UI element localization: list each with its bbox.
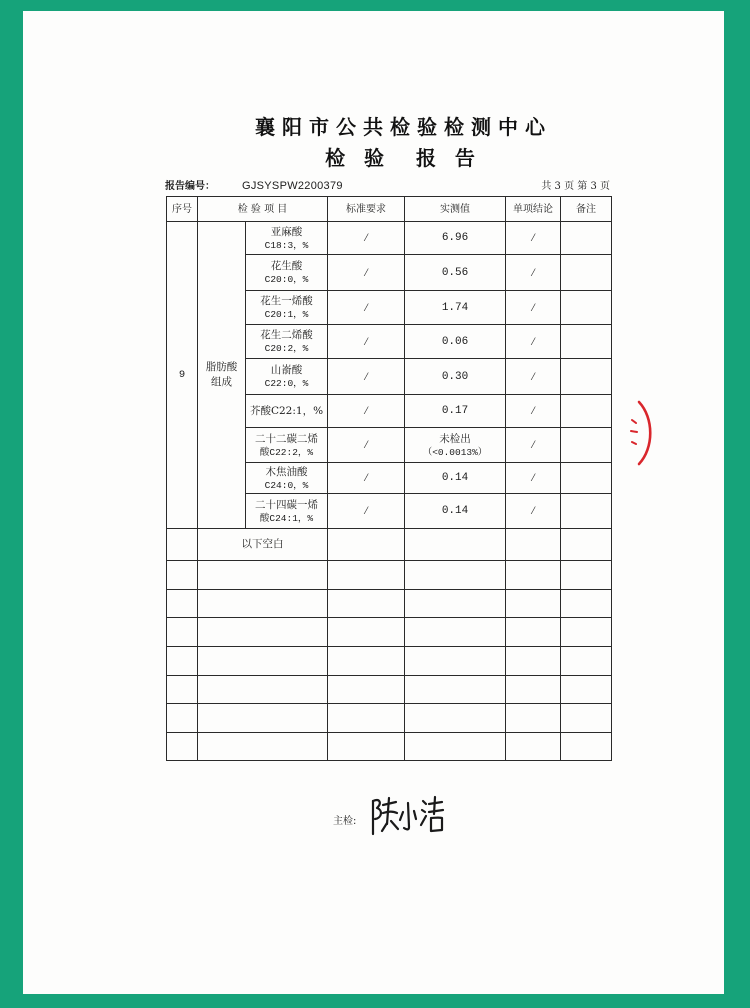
empty-row	[167, 676, 612, 704]
measured-cell	[405, 395, 506, 428]
empty-cell	[198, 733, 328, 761]
empty-cell	[198, 618, 328, 647]
measured-value: 0.06	[441, 335, 469, 348]
measured-value: 6.96	[441, 232, 469, 244]
empty-cell	[328, 618, 405, 647]
item-code: 酸C24:1，%	[259, 512, 314, 524]
remark-cell	[561, 359, 612, 395]
empty-cell	[198, 676, 328, 704]
empty-cell	[561, 733, 612, 761]
empty-cell	[405, 590, 506, 618]
measured-value: 0.56	[441, 266, 469, 279]
standard-cell	[328, 529, 405, 561]
report-number-label: 报告编号：	[165, 181, 215, 192]
measured-cell	[405, 529, 506, 561]
item-name: 花生酸	[270, 260, 303, 272]
item-cell	[246, 222, 328, 255]
empty-cell	[405, 676, 506, 704]
item-name: 山嵛酸	[270, 364, 303, 376]
remark-cell	[561, 395, 612, 428]
blank-note-cell	[198, 529, 328, 561]
empty-cell	[198, 561, 328, 590]
empty-cell	[328, 590, 405, 618]
empty-cell	[506, 561, 561, 590]
conclusion-value: /	[531, 299, 535, 314]
standard-cell	[328, 494, 405, 529]
inspector-label: 主检:	[333, 816, 357, 827]
item-cell	[246, 359, 328, 395]
remark-cell	[561, 325, 612, 359]
empty-cell	[167, 618, 198, 647]
empty-cell	[561, 561, 612, 590]
empty-cell	[167, 590, 198, 618]
standard-value: /	[364, 333, 368, 348]
seq-cell	[167, 529, 198, 561]
conclusion-value: /	[531, 333, 535, 348]
item-name: 亚麻酸	[270, 225, 303, 238]
empty-cell	[167, 733, 198, 761]
standard-value: /	[364, 299, 368, 314]
empty-row	[167, 733, 612, 761]
item-code: C18:3，%	[264, 239, 309, 251]
empty-cell	[506, 676, 561, 704]
item-cell	[246, 463, 328, 494]
seal-stamp	[628, 398, 656, 468]
conclusion-value: /	[531, 403, 535, 417]
item-cell	[246, 291, 328, 325]
standard-value: /	[364, 503, 368, 517]
empty-cell	[328, 704, 405, 733]
empty-cell	[506, 647, 561, 676]
standard-cell	[328, 291, 405, 325]
conclusion-value: /	[531, 230, 535, 244]
remark-cell	[561, 255, 612, 291]
conclusion-cell	[506, 222, 561, 255]
empty-cell	[328, 647, 405, 676]
header-remark: 备注	[561, 197, 612, 222]
table-header-row	[167, 197, 612, 222]
empty-cell	[328, 676, 405, 704]
empty-cell	[167, 704, 198, 733]
empty-row	[167, 618, 612, 647]
conclusion-value: /	[531, 503, 535, 517]
measured-cell	[405, 255, 506, 291]
empty-row	[167, 647, 612, 676]
measured-cell	[405, 494, 506, 529]
item-code: C20:2，%	[264, 343, 309, 354]
item-code: C20:0，%	[264, 274, 309, 285]
item-code: C24:0，%	[264, 479, 309, 491]
empty-cell	[198, 590, 328, 618]
item-name: 二十二碳二烯	[255, 432, 318, 445]
empty-cell	[198, 647, 328, 676]
conclusion-cell	[506, 359, 561, 395]
empty-cell	[561, 647, 612, 676]
empty-cell	[405, 704, 506, 733]
seq-cell	[167, 222, 198, 529]
standard-cell	[328, 428, 405, 463]
item-code: C20:1，%	[264, 309, 309, 320]
report-title: 检 验 报 告	[325, 146, 481, 170]
measured-value: 未检出	[439, 432, 471, 445]
header-conclusion: 单项结论	[506, 197, 561, 222]
conclusion-cell	[506, 325, 561, 359]
empty-cell	[405, 618, 506, 647]
item-name: 花生一烯酸	[260, 295, 313, 307]
item-code: C22:0，%	[264, 378, 309, 389]
page-info: 共 3 页 第 3 页	[541, 181, 610, 192]
remark-cell	[561, 428, 612, 463]
measured-value: 0.14	[441, 472, 469, 484]
conclusion-value: /	[531, 264, 535, 279]
standard-cell	[328, 463, 405, 494]
item-name: 二十四碳一烯	[255, 498, 318, 511]
item-cell	[246, 325, 328, 359]
standard-value: /	[364, 403, 368, 417]
header-standard: 标准要求	[328, 197, 405, 222]
table-row	[167, 222, 612, 255]
standard-value: /	[364, 230, 368, 244]
empty-cell	[506, 733, 561, 761]
empty-cell	[328, 733, 405, 761]
standard-cell	[328, 255, 405, 291]
empty-cell	[198, 704, 328, 733]
standard-cell	[328, 222, 405, 255]
standard-value: /	[364, 470, 368, 484]
empty-cell	[561, 704, 612, 733]
empty-cell	[167, 676, 198, 704]
conclusion-cell	[506, 494, 561, 529]
standard-value: /	[364, 368, 368, 383]
empty-row	[167, 590, 612, 618]
item-name: 花生二烯酸	[260, 329, 313, 341]
item-cell	[246, 494, 328, 529]
group-name-cell	[198, 222, 246, 529]
seq-value: 9	[178, 369, 186, 381]
blank-note-row	[167, 529, 612, 561]
remark-cell	[561, 463, 612, 494]
conclusion-cell	[506, 463, 561, 494]
remark-cell	[561, 494, 612, 529]
measured-value: 1.74	[441, 301, 469, 314]
measured-value: 0.17	[441, 405, 469, 417]
organization-title: 襄阳市公共检验检测中心	[255, 115, 552, 139]
report-number-value: GJSYSPW2200379	[242, 180, 343, 192]
measured-cell	[405, 428, 506, 463]
measured-value: 0.30	[441, 370, 469, 383]
conclusion-cell	[506, 428, 561, 463]
measured-note: （<0.0013%）	[422, 446, 488, 458]
item-cell	[246, 428, 328, 463]
empty-cell	[405, 733, 506, 761]
group-name-line2: 组成	[211, 376, 232, 388]
measured-cell	[405, 325, 506, 359]
conclusion-value: /	[531, 437, 535, 451]
measured-cell	[405, 222, 506, 255]
remark-cell	[561, 222, 612, 255]
conclusion-cell	[506, 291, 561, 325]
empty-cell	[561, 676, 612, 704]
header-seq: 序号	[167, 197, 198, 222]
standard-cell	[328, 395, 405, 428]
item-code: 酸C22:2，%	[259, 446, 314, 458]
item-cell	[246, 395, 328, 428]
empty-cell	[506, 618, 561, 647]
empty-cell	[167, 647, 198, 676]
standard-value: /	[364, 437, 368, 451]
empty-cell	[561, 618, 612, 647]
empty-row	[167, 704, 612, 733]
empty-cell	[405, 647, 506, 676]
header-item: 检 验 项 目	[198, 197, 328, 222]
inspection-table	[166, 196, 612, 761]
conclusion-cell	[506, 395, 561, 428]
conclusion-value: /	[531, 368, 535, 383]
empty-row	[167, 561, 612, 590]
item-name: 芥酸C22:1，%	[249, 405, 324, 417]
conclusion-cell	[506, 529, 561, 561]
header-measured: 实测值	[405, 197, 506, 222]
item-cell	[246, 255, 328, 291]
remark-cell	[561, 291, 612, 325]
empty-cell	[167, 561, 198, 590]
inspector-signature	[368, 792, 448, 840]
item-name: 木焦油酸	[265, 465, 308, 478]
group-name-line1: 脂肪酸	[205, 361, 238, 373]
measured-cell	[405, 359, 506, 395]
empty-cell	[328, 561, 405, 590]
measured-cell	[405, 463, 506, 494]
measured-value: 0.14	[441, 505, 469, 517]
conclusion-cell	[506, 255, 561, 291]
measured-cell	[405, 291, 506, 325]
standard-cell	[328, 325, 405, 359]
empty-cell	[506, 590, 561, 618]
blank-note: 以下空白	[241, 538, 284, 550]
conclusion-value: /	[531, 470, 535, 484]
empty-cell	[405, 561, 506, 590]
empty-cell	[561, 590, 612, 618]
remark-cell	[561, 529, 612, 561]
standard-cell	[328, 359, 405, 395]
empty-cell	[506, 704, 561, 733]
standard-value: /	[364, 264, 368, 279]
